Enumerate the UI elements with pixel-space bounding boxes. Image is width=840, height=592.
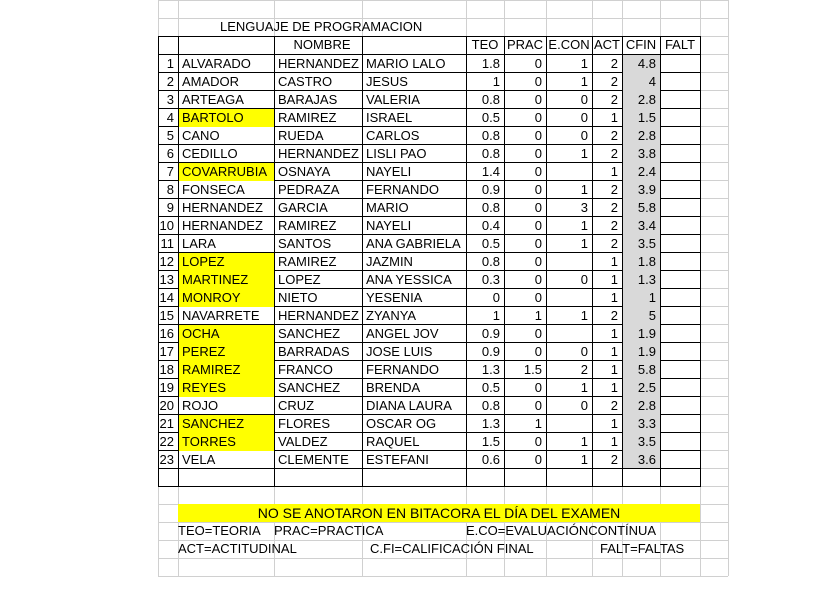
- cell-cfin[interactable]: 5.8: [637, 362, 656, 377]
- cell-falt[interactable]: [661, 145, 700, 163]
- cell-act[interactable]: 1: [610, 434, 618, 449]
- cell-cfin[interactable]: 4.8: [637, 56, 656, 71]
- cell-apellido-paterno[interactable]: BARTOLO: [179, 109, 274, 127]
- cell-prac[interactable]: 1: [534, 308, 542, 323]
- cell-econ[interactable]: [547, 325, 592, 343]
- row-number[interactable]: 18: [159, 362, 174, 377]
- cell-falt[interactable]: [661, 163, 700, 181]
- cell-econ[interactable]: 1: [580, 452, 588, 467]
- cell-cfin[interactable]: 1.5: [637, 110, 656, 125]
- cell-econ[interactable]: 0: [580, 398, 588, 413]
- cell-teo[interactable]: 0.8: [481, 254, 500, 269]
- cell-teo[interactable]: 0.9: [481, 326, 500, 341]
- row-number[interactable]: 4: [166, 110, 174, 125]
- row-number[interactable]: 19: [159, 380, 174, 395]
- cell-apellido-materno[interactable]: HERNANDEZ: [278, 146, 359, 161]
- cell-act[interactable]: 1: [610, 110, 618, 125]
- cell-apellido-paterno[interactable]: CANO: [182, 128, 220, 143]
- cell-econ[interactable]: [547, 253, 592, 271]
- legend-prac[interactable]: PRAC=PRACTICA: [274, 523, 384, 538]
- cell-act[interactable]: 2: [610, 236, 618, 251]
- cell-nombre[interactable]: YESENIA: [366, 290, 423, 305]
- cell-apellido-materno[interactable]: HERNANDEZ: [278, 308, 359, 323]
- legend-cfi[interactable]: C.FI=CALIFICACIÓN FINAL: [370, 541, 534, 556]
- cell-econ[interactable]: 2: [580, 362, 588, 377]
- cell-act[interactable]: 2: [610, 218, 618, 233]
- cell-teo[interactable]: 0.5: [481, 380, 500, 395]
- cell-prac[interactable]: 0: [534, 380, 542, 395]
- cell-apellido-materno[interactable]: BARRADAS: [278, 344, 350, 359]
- cell-apellido-paterno[interactable]: REYES: [179, 379, 274, 397]
- cell-apellido-materno[interactable]: RAMIREZ: [278, 110, 337, 125]
- cell-prac[interactable]: 0: [534, 272, 542, 287]
- cell-act[interactable]: 1: [610, 326, 618, 341]
- cell-nombre[interactable]: NAYELI: [366, 164, 412, 179]
- cell-cfin[interactable]: 1.8: [637, 254, 656, 269]
- row-number[interactable]: 12: [159, 254, 174, 269]
- header-teo[interactable]: TEO: [471, 37, 499, 52]
- cell-falt[interactable]: [661, 235, 700, 253]
- row-number[interactable]: 14: [159, 290, 174, 305]
- cell-apellido-materno[interactable]: VALDEZ: [278, 434, 328, 449]
- cell-falt[interactable]: [661, 127, 700, 145]
- header-falt[interactable]: FALT: [664, 37, 696, 52]
- cell-teo[interactable]: 0.8: [481, 146, 500, 161]
- cell-apellido-paterno[interactable]: ARTEAGA: [182, 92, 244, 107]
- cell-teo[interactable]: 1: [492, 74, 500, 89]
- legend-eco[interactable]: E.CO=EVALUACIÓNCONTÍNUA: [466, 523, 657, 538]
- cell-apellido-materno[interactable]: HERNANDEZ: [278, 56, 359, 71]
- cell-falt[interactable]: [661, 289, 700, 307]
- cell-teo[interactable]: 1.3: [481, 416, 500, 431]
- cell-cfin[interactable]: 3.9: [637, 182, 656, 197]
- cell-nombre[interactable]: ZYANYA: [366, 308, 417, 323]
- cell-nombre[interactable]: ANGEL JOV: [366, 326, 439, 341]
- row-number[interactable]: 6: [166, 146, 174, 161]
- cell-nombre[interactable]: DIANA LAURA: [366, 398, 452, 413]
- cell-apellido-paterno[interactable]: VELA: [182, 452, 216, 467]
- cell-apellido-materno[interactable]: PEDRAZA: [278, 182, 340, 197]
- cell-act[interactable]: 2: [610, 92, 618, 107]
- cell-falt[interactable]: [661, 217, 700, 235]
- cell-apellido-paterno[interactable]: ROJO: [182, 398, 219, 413]
- cell-apellido-materno[interactable]: RAMIREZ: [278, 254, 337, 269]
- cell-teo[interactable]: 0.4: [481, 218, 500, 233]
- cell-apellido-paterno[interactable]: CEDILLO: [182, 146, 238, 161]
- cell-cfin[interactable]: 3.6: [637, 452, 656, 467]
- cell-teo[interactable]: 0.9: [481, 182, 500, 197]
- cell-apellido-paterno[interactable]: FONSECA: [182, 182, 245, 197]
- cell-teo[interactable]: 1: [492, 308, 500, 323]
- cell-teo[interactable]: 0.9: [481, 344, 500, 359]
- cell-prac[interactable]: 0: [534, 182, 542, 197]
- cell-prac[interactable]: 0: [534, 452, 542, 467]
- row-number[interactable]: 7: [166, 164, 174, 179]
- table-border-v: [700, 36, 701, 487]
- cell-act[interactable]: 1: [610, 254, 618, 269]
- row-number[interactable]: 22: [159, 434, 174, 449]
- cell-prac[interactable]: 0: [534, 92, 542, 107]
- cell-falt[interactable]: [661, 199, 700, 217]
- table-border-h: [158, 486, 701, 487]
- gridline-h: [158, 576, 728, 577]
- cell-prac[interactable]: 0: [534, 128, 542, 143]
- cell-econ[interactable]: 0: [580, 272, 588, 287]
- cell-prac[interactable]: 0: [534, 236, 542, 251]
- cell-apellido-paterno[interactable]: SANCHEZ: [179, 415, 274, 433]
- row-number[interactable]: 20: [159, 398, 174, 413]
- cell-apellido-materno[interactable]: OSNAYA: [278, 164, 331, 179]
- cell-falt[interactable]: [661, 55, 700, 73]
- cell-act[interactable]: 1: [610, 290, 618, 305]
- cell-econ[interactable]: 1: [580, 434, 588, 449]
- cell-falt[interactable]: [661, 343, 700, 361]
- cell-nombre[interactable]: NAYELI: [366, 218, 412, 233]
- cell-econ[interactable]: [547, 415, 592, 433]
- cell-nombre[interactable]: CARLOS: [366, 128, 420, 143]
- cell-apellido-paterno[interactable]: LARA: [182, 236, 216, 251]
- cell-cfin[interactable]: 5: [648, 308, 656, 323]
- header-cfin[interactable]: CFIN: [625, 37, 657, 52]
- cell-cfin[interactable]: 2.4: [637, 164, 656, 179]
- cell-act[interactable]: 2: [610, 56, 618, 71]
- cell-teo[interactable]: 0.8: [481, 92, 500, 107]
- cell-cfin[interactable]: 2.5: [637, 380, 656, 395]
- row-number[interactable]: 5: [166, 128, 174, 143]
- cell-teo[interactable]: 0.8: [481, 398, 500, 413]
- cell-prac[interactable]: 0: [534, 56, 542, 71]
- legend-teo[interactable]: TEO=TEORIA: [178, 523, 261, 538]
- cell-falt[interactable]: [661, 73, 700, 91]
- cell-econ[interactable]: 1: [580, 56, 588, 71]
- exam-note[interactable]: NO SE ANOTARON EN BITACORA EL DÍA DEL EXAMEN: [178, 504, 700, 522]
- cell-apellido-paterno[interactable]: HERNANDEZ: [182, 200, 263, 215]
- cell-econ[interactable]: 0: [580, 344, 588, 359]
- row-number[interactable]: 3: [166, 92, 174, 107]
- cell-prac[interactable]: 0: [534, 74, 542, 89]
- cell-apellido-materno[interactable]: GARCIA: [278, 200, 328, 215]
- cell-falt[interactable]: [661, 181, 700, 199]
- cell-apellido-paterno[interactable]: MONROY: [179, 289, 274, 307]
- cell-act[interactable]: 1: [610, 164, 618, 179]
- cell-econ[interactable]: 1: [580, 236, 588, 251]
- cell-prac[interactable]: 0: [534, 254, 542, 269]
- cell-act[interactable]: 1: [610, 416, 618, 431]
- cell-cfin[interactable]: 3.3: [637, 416, 656, 431]
- cell-nombre[interactable]: OSCAR OG: [366, 416, 437, 431]
- gridline-v: [728, 0, 729, 576]
- cell-falt[interactable]: [661, 307, 700, 325]
- gridline-h: [158, 558, 728, 559]
- cell-nombre[interactable]: VALERIA: [366, 92, 420, 107]
- cell-apellido-materno[interactable]: RAMIREZ: [278, 218, 337, 233]
- cell-falt[interactable]: [661, 325, 700, 343]
- cell-cfin[interactable]: 3.4: [637, 218, 656, 233]
- cell-act[interactable]: 1: [610, 362, 618, 377]
- cell-act[interactable]: 2: [610, 128, 618, 143]
- cell-econ[interactable]: 1: [580, 74, 588, 89]
- row-number[interactable]: 2: [166, 74, 174, 89]
- cell-prac[interactable]: 1.5: [523, 362, 542, 377]
- cell-cfin[interactable]: 4: [648, 74, 656, 89]
- cell-apellido-materno[interactable]: SANTOS: [278, 236, 332, 251]
- cell-prac[interactable]: 0: [534, 218, 542, 233]
- cell-cfin[interactable]: 3.5: [637, 236, 656, 251]
- cell-econ[interactable]: 1: [580, 380, 588, 395]
- cell-teo[interactable]: 1.5: [481, 434, 500, 449]
- row-number[interactable]: 17: [159, 344, 174, 359]
- cell-apellido-paterno[interactable]: NAVARRETE: [182, 308, 260, 323]
- cell-falt[interactable]: [661, 433, 700, 451]
- cell-apellido-materno[interactable]: FLORES: [278, 416, 331, 431]
- cell-nombre[interactable]: MARIO: [366, 200, 409, 215]
- cell-teo[interactable]: 1.4: [481, 164, 500, 179]
- cell-teo[interactable]: 1.8: [481, 56, 500, 71]
- cell-act[interactable]: 2: [610, 182, 618, 197]
- cell-prac[interactable]: 0: [534, 164, 542, 179]
- cell-nombre[interactable]: ANA GABRIELA: [366, 236, 461, 251]
- cell-apellido-paterno[interactable]: OCHA: [179, 325, 274, 343]
- cell-act[interactable]: 1: [610, 272, 618, 287]
- cell-teo[interactable]: 0.8: [481, 200, 500, 215]
- cell-falt[interactable]: [661, 271, 700, 289]
- cell-cfin[interactable]: 2.8: [637, 92, 656, 107]
- row-number[interactable]: 1: [166, 56, 174, 71]
- cell-econ[interactable]: 3: [580, 200, 588, 215]
- cell-econ[interactable]: 0: [580, 92, 588, 107]
- header-act[interactable]: ACT: [594, 37, 620, 52]
- cell-nombre[interactable]: BRENDA: [366, 380, 421, 395]
- cell-prac[interactable]: 0: [534, 326, 542, 341]
- cell-falt[interactable]: [661, 379, 700, 397]
- header-nombre[interactable]: NOMBRE: [293, 37, 351, 52]
- cell-teo[interactable]: 0.3: [481, 272, 500, 287]
- cell-econ[interactable]: 1: [580, 146, 588, 161]
- cell-act[interactable]: 2: [610, 146, 618, 161]
- cell-nombre[interactable]: RAQUEL: [366, 434, 420, 449]
- cell-apellido-materno[interactable]: SANCHEZ: [278, 326, 341, 341]
- cell-apellido-materno[interactable]: CASTRO: [278, 74, 333, 89]
- cell-nombre[interactable]: JOSE LUIS: [366, 344, 433, 359]
- cell-prac[interactable]: 0: [534, 344, 542, 359]
- cell-apellido-materno[interactable]: NIETO: [278, 290, 318, 305]
- cell-teo[interactable]: 0.5: [481, 110, 500, 125]
- cell-apellido-paterno[interactable]: COVARRUBIA: [179, 163, 274, 181]
- header-prac[interactable]: PRAC: [506, 37, 544, 52]
- cell-nombre[interactable]: ANA YESSICA: [366, 272, 452, 287]
- cell-econ[interactable]: 0: [580, 110, 588, 125]
- cell-cfin[interactable]: 1.3: [637, 272, 656, 287]
- row-number[interactable]: 16: [159, 326, 174, 341]
- row-number[interactable]: 23: [159, 452, 174, 467]
- cell-apellido-materno[interactable]: BARAJAS: [278, 92, 338, 107]
- cell-nombre[interactable]: JAZMIN: [366, 254, 413, 269]
- row-number[interactable]: 10: [159, 218, 174, 233]
- cell-act[interactable]: 2: [610, 74, 618, 89]
- cell-act[interactable]: 1: [610, 380, 618, 395]
- cell-cfin[interactable]: 1.9: [637, 326, 656, 341]
- cell-teo[interactable]: 0: [492, 290, 500, 305]
- cell-cfin[interactable]: 3.8: [637, 146, 656, 161]
- cell-apellido-paterno[interactable]: ALVARADO: [182, 56, 251, 71]
- cell-apellido-materno[interactable]: CLEMENTE: [278, 452, 349, 467]
- cell-falt[interactable]: [661, 397, 700, 415]
- cell-nombre[interactable]: FERNANDO: [366, 182, 439, 197]
- cell-nombre[interactable]: ISRAEL: [366, 110, 413, 125]
- row-number[interactable]: 13: [159, 272, 174, 287]
- cell-econ[interactable]: [547, 163, 592, 181]
- cell-apellido-paterno[interactable]: RAMIREZ: [179, 361, 274, 379]
- header-econ[interactable]: E.CON: [548, 37, 590, 52]
- cell-act[interactable]: 2: [610, 452, 618, 467]
- sheet-title[interactable]: LENGUAJE DE PROGRAMACION: [220, 19, 423, 34]
- cell-econ[interactable]: 0: [580, 128, 588, 143]
- cell-cfin[interactable]: 1: [648, 290, 656, 305]
- cell-act[interactable]: 1: [610, 344, 618, 359]
- cell-prac[interactable]: 0: [534, 290, 542, 305]
- cell-econ[interactable]: 1: [580, 182, 588, 197]
- cell-econ[interactable]: 1: [580, 218, 588, 233]
- cell-falt[interactable]: [661, 91, 700, 109]
- row-number[interactable]: 15: [159, 308, 174, 323]
- row-number[interactable]: 11: [160, 236, 174, 251]
- cell-apellido-materno[interactable]: RUEDA: [278, 128, 324, 143]
- cell-prac[interactable]: 0: [534, 110, 542, 125]
- legend-act[interactable]: ACT=ACTITUDINAL: [178, 541, 297, 556]
- cell-cfin[interactable]: 2.8: [637, 128, 656, 143]
- row-number[interactable]: 8: [166, 182, 174, 197]
- cell-falt[interactable]: [661, 253, 700, 271]
- cell-prac[interactable]: 0: [534, 398, 542, 413]
- cell-apellido-materno[interactable]: CRUZ: [278, 398, 315, 413]
- cell-apellido-paterno[interactable]: AMADOR: [182, 74, 240, 89]
- cell-apellido-paterno[interactable]: LOPEZ: [179, 253, 274, 271]
- cell-apellido-paterno[interactable]: PEREZ: [179, 343, 274, 361]
- cell-act[interactable]: 2: [610, 398, 618, 413]
- cell-cfin[interactable]: 1.9: [637, 344, 656, 359]
- cell-teo[interactable]: 0.6: [481, 452, 500, 467]
- cell-nombre[interactable]: ESTEFANI: [366, 452, 429, 467]
- cell-falt[interactable]: [661, 415, 700, 433]
- gridline-h: [158, 0, 728, 1]
- cell-nombre[interactable]: LISLI PAO: [366, 146, 427, 161]
- cell-cfin[interactable]: 3.5: [637, 434, 656, 449]
- row-number[interactable]: 21: [159, 416, 174, 431]
- cell-apellido-paterno[interactable]: MARTINEZ: [179, 271, 274, 289]
- cell-nombre[interactable]: FERNANDO: [366, 362, 439, 377]
- cell-apellido-paterno[interactable]: HERNANDEZ: [182, 218, 263, 233]
- cell-econ[interactable]: [547, 289, 592, 307]
- row-number[interactable]: 9: [166, 200, 174, 215]
- cell-cfin[interactable]: 2.8: [637, 398, 656, 413]
- cell-prac[interactable]: 1: [534, 416, 542, 431]
- cell-nombre[interactable]: JESUS: [366, 74, 408, 89]
- legend-falt[interactable]: FALT=FALTAS: [600, 541, 685, 556]
- cell-act[interactable]: 2: [610, 200, 618, 215]
- cell-prac[interactable]: 0: [534, 200, 542, 215]
- cell-teo[interactable]: 1.3: [481, 362, 500, 377]
- cell-apellido-materno[interactable]: SANCHEZ: [278, 380, 341, 395]
- cell-prac[interactable]: 0: [534, 146, 542, 161]
- cell-apellido-materno[interactable]: LOPEZ: [278, 272, 321, 287]
- cell-falt[interactable]: [661, 361, 700, 379]
- cell-act[interactable]: 2: [610, 308, 618, 323]
- cell-falt[interactable]: [661, 451, 700, 469]
- cell-falt[interactable]: [661, 109, 700, 127]
- cell-teo[interactable]: 0.5: [481, 236, 500, 251]
- cell-apellido-materno[interactable]: FRANCO: [278, 362, 333, 377]
- cell-econ[interactable]: 1: [580, 308, 588, 323]
- cell-cfin[interactable]: 5.8: [637, 200, 656, 215]
- cell-prac[interactable]: 0: [534, 434, 542, 449]
- cell-nombre[interactable]: MARIO LALO: [366, 56, 446, 71]
- cell-teo[interactable]: 0.8: [481, 128, 500, 143]
- cell-apellido-paterno[interactable]: TORRES: [179, 433, 274, 451]
